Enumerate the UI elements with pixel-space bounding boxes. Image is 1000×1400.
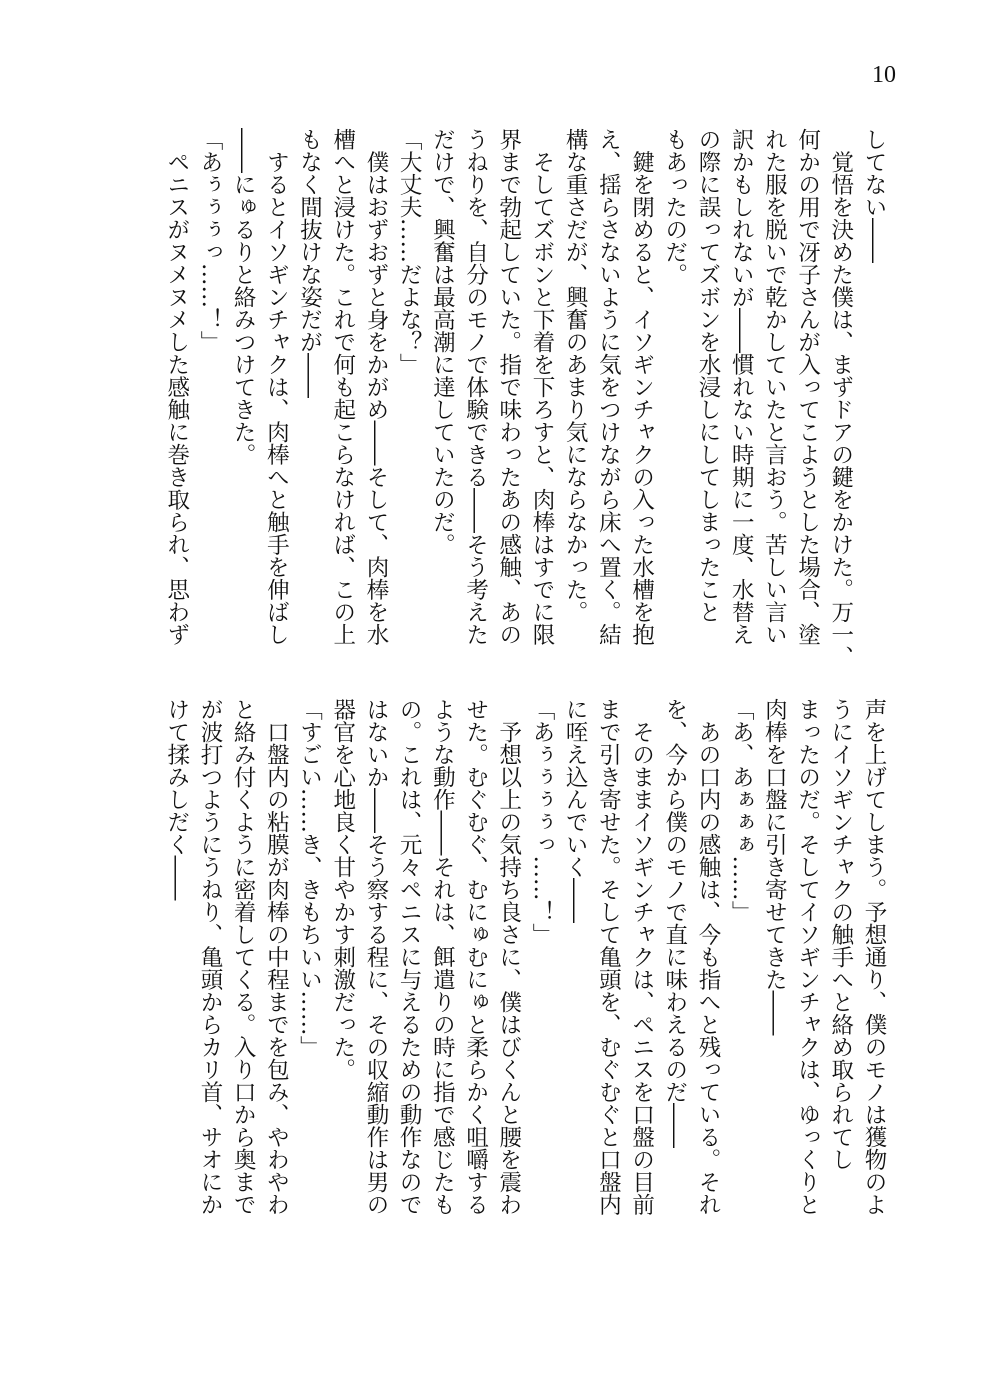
text-line: まったのだ。そしてイソギンチャクは、ゆっくりと (794, 698, 821, 1216)
text-line: 「あ、あぁぁぁ……」 (728, 698, 755, 923)
text-line: 鍵を閉めると、イソギンチャクの入った水槽を抱 (628, 128, 655, 646)
text-line: まで引き寄せた。そして亀頭を、むぐむぐと口盤内 (595, 698, 622, 1216)
text-line: え、揺らさないように気をつけながら床へ置く。結 (595, 128, 622, 646)
text-line: してない―― (861, 128, 887, 263)
text-line: 何かの用で冴子さんが入ってこようとした場合、塗 (794, 128, 821, 646)
text-line: うにイソギンチャクの触手へと絡め取られてし (827, 698, 854, 1171)
text-line: れた服を脱いで乾かしていたと言おう。苦しい言い (761, 128, 788, 646)
text-line: もなく間抜けな姿だが―― (296, 128, 323, 398)
text-line: と絡み付くように密着してくる。入り口から奥まで (230, 698, 257, 1216)
text-line: 構な重さだが、興奮のあまり気にならなかった。 (562, 128, 589, 623)
text-block-bottom (160, 698, 890, 1258)
text-line: あの口内の感触は、今も指へと残っている。それ (694, 698, 721, 1216)
text-line: せた。むぐむぐ、むにゅむにゅと柔らかく咀嚼する (462, 698, 489, 1216)
text-line: を、今から僕のモノで直に味わえるのだ―― (661, 698, 688, 1148)
text-line: 訳かもしれないが――慣れない時期に一度、水替え (728, 128, 755, 646)
text-line: 器官を心地良く甘やかす刺激だった。 (329, 698, 356, 1081)
text-line: 「すごい……き、きもちいい……」 (296, 698, 323, 1058)
text-line: けて揉みしだく―― (163, 698, 190, 901)
text-line: 「大丈夫……だよな？」 (396, 128, 423, 376)
text-line: ような動作――それは、餌遣りの時に指で感じたも (429, 698, 456, 1216)
text-line: 予想以上の気持ち良さに、僕はびくんと腰を震わ (495, 698, 522, 1216)
text-line: だけで、興奮は最高潮に達していたのだ。 (429, 128, 456, 556)
text-line: の際に誤ってズボンを水浸しにしてしまったこと (694, 128, 721, 623)
text-line: 覚悟を決めた僕は、まずドアの鍵をかけた。万一、 (827, 128, 854, 668)
text-line: 僕はおずおずと身をかがめ――そして、肉棒を水 (362, 128, 389, 646)
text-line: そしてズボンと下着を下ろすと、肉棒はすでに限 (528, 128, 555, 646)
text-line: 界まで勃起していた。指で味わったあの感触、あの (495, 128, 522, 646)
text-line: 声を上げてしまう。予想通り、僕のモノは獲物のよ (861, 698, 887, 1216)
text-line: うねりを、自分のモノで体験できる――そう考えた (462, 128, 489, 646)
text-line: するとイソギンチャクは、肉棒へと触手を伸ばし (263, 128, 290, 646)
text-line: の。これは、元々ペニスに与えるための動作なので (396, 698, 423, 1216)
text-line: もあったのだ。 (661, 128, 688, 286)
page-number: 10 (872, 62, 896, 88)
text-line: はないか――そう察する程に、その収縮動作は男の (362, 698, 389, 1216)
text-line: ――にゅるりと絡みつけてきた。 (230, 128, 257, 466)
text-line: 槽へと浸けた。これで何も起こらなければ、この上 (329, 128, 356, 646)
text-line: に咥え込んでいく―― (562, 698, 589, 923)
text-line: が波打つようにうねり、亀頭からカリ首、サオにか (196, 698, 223, 1216)
text-line: 口盤内の粘膜が肉棒の中程までを包み、やわやわ (263, 698, 290, 1216)
text-line: 肉棒を口盤に引き寄せてきた―― (761, 698, 788, 1036)
text-line: 「あぅぅぅっ……！」 (196, 128, 223, 353)
text-line: そのままイソギンチャクは、ペニスを口盤の目前 (628, 698, 655, 1216)
text-line: ペニスがヌメヌメした感触に巻き取られ、思わず (163, 128, 190, 646)
text-line: 「あぅぅぅぅっ……！」 (528, 698, 555, 946)
text-block-top (160, 128, 890, 688)
